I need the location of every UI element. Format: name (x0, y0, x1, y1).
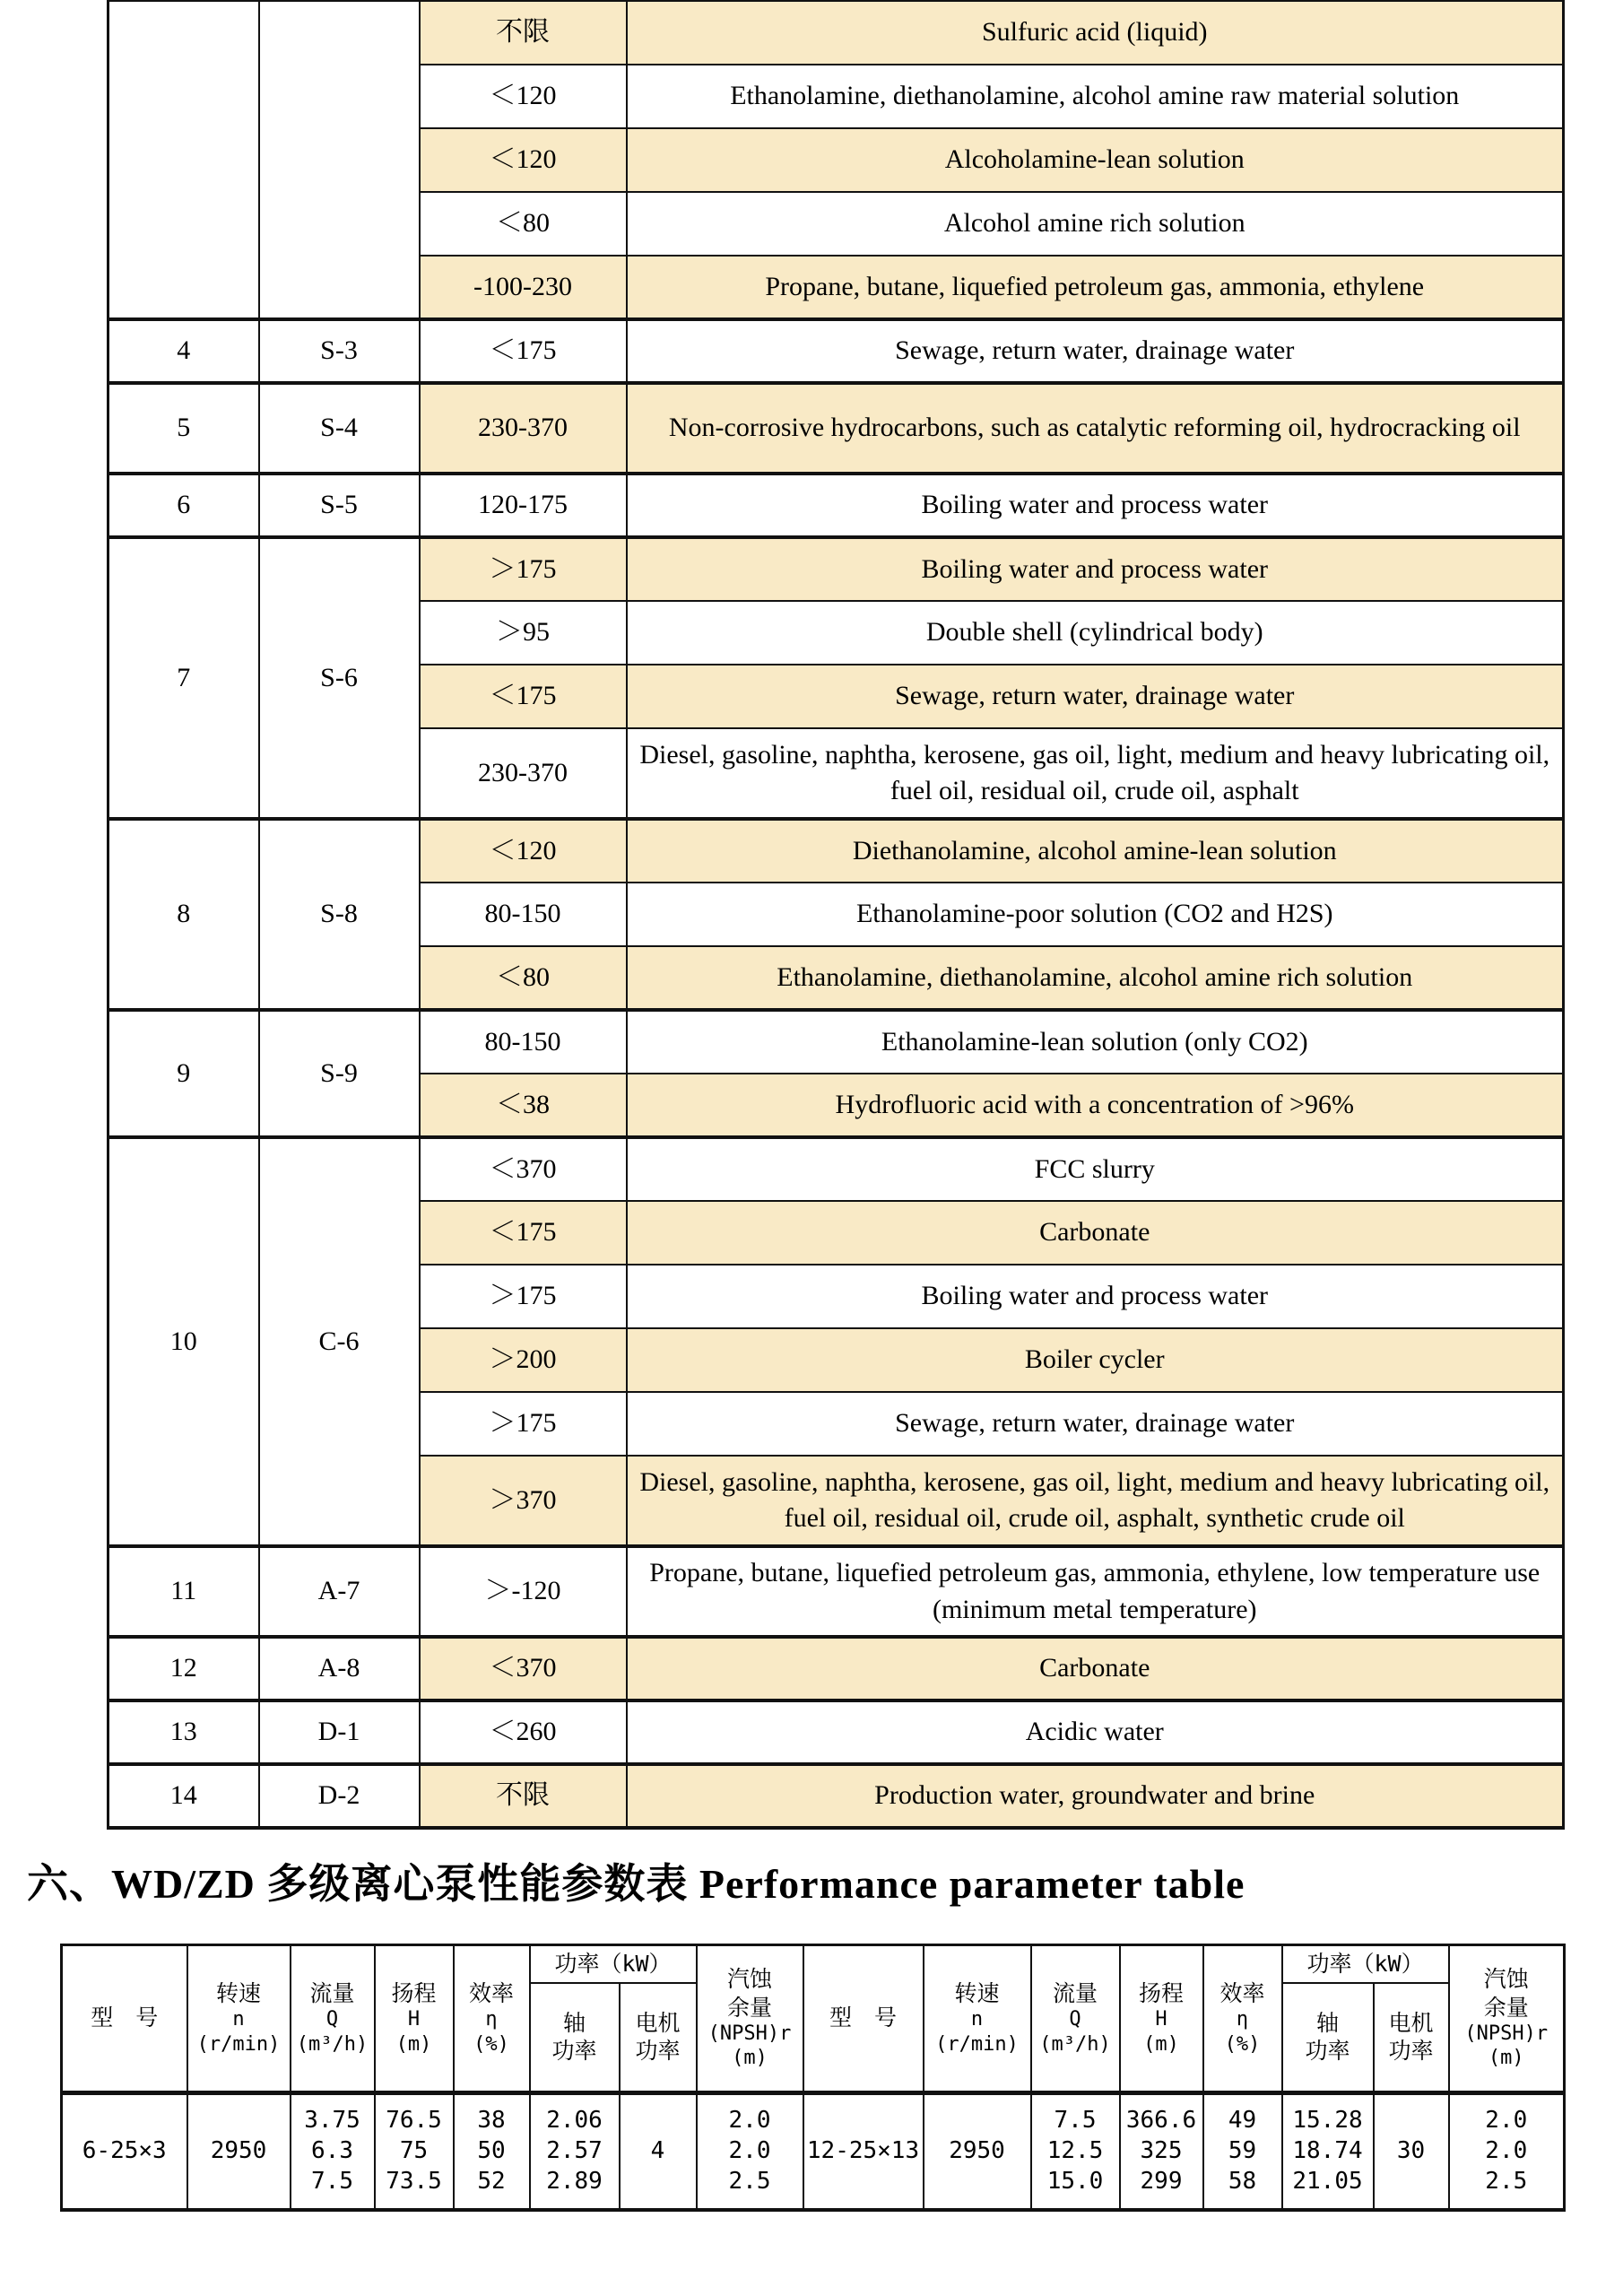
table-row (108, 1700, 1564, 1764)
group-number-cell: 7 (108, 537, 259, 819)
temperature-cell: ＜175 (420, 665, 627, 728)
group-number-cell: 4 (108, 319, 259, 383)
temperature-cell: ＞175 (420, 537, 627, 601)
temperature-cell: ＜370 (420, 1637, 627, 1700)
medium-description-cell: Propane, butane, liquefied petroleum gas, ammonia, ethylene (627, 256, 1564, 319)
group-number-cell: 9 (108, 1010, 259, 1137)
temperature-cell: ＜38 (420, 1074, 627, 1137)
temperature-cell: 80-150 (420, 883, 627, 946)
col-header-motor-power: 电机 功率 (1374, 1983, 1449, 2092)
temperature-cell: 230-370 (420, 728, 627, 819)
temperature-cell: 120-175 (420, 474, 627, 537)
performance-table (60, 1944, 1566, 2213)
medium-description-cell: Alcoholamine-lean solution (627, 128, 1564, 192)
medium-description-cell: Boiling water and process water (627, 1265, 1564, 1328)
col-header-shaft-power: 轴 功率 (530, 1983, 620, 2092)
table-row (108, 383, 1564, 474)
col-header-efficiency: 效率 η (%) (454, 1944, 530, 2092)
medium-description-cell: Double shell (cylindrical body) (627, 601, 1564, 665)
temperature-cell: ＞-120 (420, 1546, 627, 1637)
table-row (108, 474, 1564, 537)
material-code-cell: S-8 (259, 819, 420, 1010)
medium-description-cell: Diethanolamine, alcohol amine-lean solution (627, 819, 1564, 883)
group-number-cell: 11 (108, 1546, 259, 1637)
medium-description-cell: Sewage, return water, drainage water (627, 665, 1564, 728)
medium-description-cell: Ethanolamine, diethanolamine, alcohol amine rich solution (627, 946, 1564, 1010)
table-row (108, 319, 1564, 383)
col-header-npsh: 汽蚀 余量 (NPSH)r (m) (697, 1944, 803, 2092)
table-row (108, 819, 1564, 883)
medium-description-cell: Boiling water and process water (627, 537, 1564, 601)
group-number-cell: 10 (108, 1137, 259, 1546)
medium-description-cell: Ethanolamine-poor solution (CO2 and H2S) (627, 883, 1564, 946)
material-code-cell: S-6 (259, 537, 420, 819)
table-row (62, 2092, 1565, 2210)
motor-power-cell: 30 (1374, 2092, 1449, 2210)
col-header-model: 型 号 (803, 1944, 924, 2092)
col-header-head: 扬程 H (m) (375, 1944, 454, 2092)
materials-table (107, 0, 1565, 1830)
flow-cell: 7.5 12.5 15.0 (1031, 2092, 1120, 2210)
temperature-cell: 不限 (420, 1764, 627, 1828)
efficiency-cell: 49 59 58 (1203, 2092, 1282, 2210)
temperature-cell: ＜175 (420, 1201, 627, 1265)
performance-table-header (62, 1944, 1565, 2092)
material-code-cell: S-4 (259, 383, 420, 474)
medium-description-cell: Non-corrosive hydrocarbons, such as catalytic reforming oil, hydrocracking oil (627, 383, 1564, 474)
material-code-cell: S-9 (259, 1010, 420, 1137)
motor-power-cell: 4 (620, 2092, 697, 2210)
temperature-cell: ＜80 (420, 946, 627, 1010)
temperature-cell: ＜120 (420, 65, 627, 128)
temperature-cell: ＜120 (420, 819, 627, 883)
npsh-cell: 2.0 2.0 2.5 (697, 2092, 803, 2210)
medium-description-cell: Production water, groundwater and brine (627, 1764, 1564, 1828)
temperature-cell: ＜370 (420, 1137, 627, 1201)
col-header-speed: 转速 n (r/min) (924, 1944, 1031, 2092)
head-cell: 366.6 325 299 (1120, 2092, 1203, 2210)
npsh-cell: 2.0 2.0 2.5 (1449, 2092, 1565, 2210)
material-code-cell: D-2 (259, 1764, 420, 1828)
temperature-cell: 不限 (420, 1, 627, 65)
materials-table-body (108, 1, 1564, 1828)
medium-description-cell: Hydrofluoric acid with a concentration of >96% (627, 1074, 1564, 1137)
section-heading: 六、WD/ZD 多级离心泵性能参数表 Performance parameter table (27, 1861, 1245, 1907)
medium-description-cell: Diesel, gasoline, naphtha, kerosene, gas oil, light, medium and heavy lubricating oil, fuel oil, residual oil, crude oil, asphalt, synthetic crude oil (627, 1456, 1564, 1546)
material-code-cell: C-6 (259, 1137, 420, 1546)
medium-description-cell: Alcohol amine rich solution (627, 192, 1564, 256)
col-header-flow: 流量 Q (m³/h) (291, 1944, 375, 2092)
material-code-cell (259, 1, 420, 319)
temperature-cell: ＞175 (420, 1265, 627, 1328)
material-code-cell: A-7 (259, 1546, 420, 1637)
group-number-cell: 5 (108, 383, 259, 474)
efficiency-cell: 38 50 52 (454, 2092, 530, 2210)
medium-description-cell: Propane, butane, liquefied petroleum gas, ammonia, ethylene, low temperature use (minimum metal temperature) (627, 1546, 1564, 1637)
temperature-cell: ＜120 (420, 128, 627, 192)
col-header-model: 型 号 (62, 1944, 187, 2092)
table-row (108, 1137, 1564, 1201)
temperature-cell: 230-370 (420, 383, 627, 474)
table-row (108, 537, 1564, 601)
table-row (108, 1, 1564, 65)
table-row (108, 1637, 1564, 1700)
col-header-motor-power: 电机 功率 (620, 1983, 697, 2092)
medium-description-cell: Boiling water and process water (627, 474, 1564, 537)
table-row (108, 1546, 1564, 1637)
speed-cell: 2950 (187, 2092, 291, 2210)
group-number-cell: 12 (108, 1637, 259, 1700)
medium-description-cell: Boiler cycler (627, 1328, 1564, 1392)
medium-description-cell: Carbonate (627, 1201, 1564, 1265)
temperature-cell: -100-230 (420, 256, 627, 319)
table-row (108, 1010, 1564, 1074)
temperature-cell: ＞370 (420, 1456, 627, 1546)
col-header-efficiency: 效率 η (%) (1203, 1944, 1282, 2092)
head-cell: 76.5 75 73.5 (375, 2092, 454, 2210)
table-row (108, 1764, 1564, 1828)
temperature-cell: ＞200 (420, 1328, 627, 1392)
material-code-cell: S-5 (259, 474, 420, 537)
group-number-cell: 8 (108, 819, 259, 1010)
medium-description-cell: Ethanolamine-lean solution (only CO2) (627, 1010, 1564, 1074)
col-header-power-group: 功率（kW） (530, 1944, 697, 1983)
medium-description-cell: Sewage, return water, drainage water (627, 319, 1564, 383)
col-header-shaft-power: 轴 功率 (1282, 1983, 1374, 2092)
group-number-cell: 13 (108, 1700, 259, 1764)
temperature-cell: 80-150 (420, 1010, 627, 1074)
model-cell: 12-25×13 (803, 2092, 924, 2210)
performance-table-body (62, 2092, 1565, 2210)
temperature-cell: ＜175 (420, 319, 627, 383)
medium-description-cell: Acidic water (627, 1700, 1564, 1764)
temperature-cell: ＜260 (420, 1700, 627, 1764)
group-number-cell: 14 (108, 1764, 259, 1828)
medium-description-cell: Sewage, return water, drainage water (627, 1392, 1564, 1456)
medium-description-cell: Diesel, gasoline, naphtha, kerosene, gas oil, light, medium and heavy lubricating oil, fuel oil, residual oil, crude oil, asphalt (627, 728, 1564, 819)
col-header-flow: 流量 Q (m³/h) (1031, 1944, 1120, 2092)
material-code-cell: A-8 (259, 1637, 420, 1700)
model-cell: 6-25×3 (62, 2092, 187, 2210)
col-header-power-group: 功率（kW） (1282, 1944, 1449, 1983)
col-header-speed: 转速 n (r/min) (187, 1944, 291, 2092)
group-number-cell (108, 1, 259, 319)
material-code-cell: D-1 (259, 1700, 420, 1764)
temperature-cell: ＜80 (420, 192, 627, 256)
shaft-power-cell: 2.06 2.57 2.89 (530, 2092, 620, 2210)
medium-description-cell: FCC slurry (627, 1137, 1564, 1201)
medium-description-cell: Sulfuric acid (liquid) (627, 1, 1564, 65)
medium-description-cell: Carbonate (627, 1637, 1564, 1700)
temperature-cell: ＞175 (420, 1392, 627, 1456)
shaft-power-cell: 15.28 18.74 21.05 (1282, 2092, 1374, 2210)
group-number-cell: 6 (108, 474, 259, 537)
temperature-cell: ＞95 (420, 601, 627, 665)
flow-cell: 3.75 6.3 7.5 (291, 2092, 375, 2210)
speed-cell: 2950 (924, 2092, 1031, 2210)
medium-description-cell: Ethanolamine, diethanolamine, alcohol amine raw material solution (627, 65, 1564, 128)
col-header-head: 扬程 H (m) (1120, 1944, 1203, 2092)
col-header-npsh: 汽蚀 余量 (NPSH)r (m) (1449, 1944, 1565, 2092)
material-code-cell: S-3 (259, 319, 420, 383)
